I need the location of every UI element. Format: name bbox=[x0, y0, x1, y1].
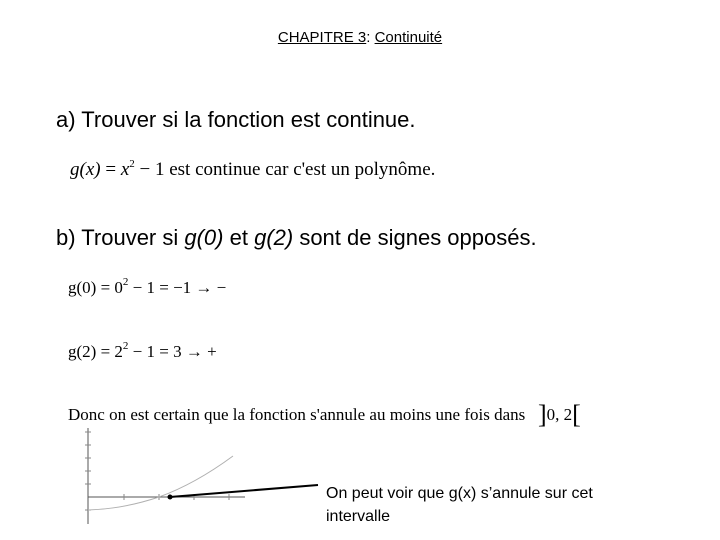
chapter-label: CHAPITRE 3 bbox=[277, 29, 367, 46]
equation-g0-lhs: g(0) = 0 bbox=[68, 278, 123, 297]
interval-values: 0, 2 bbox=[546, 405, 573, 424]
equation-a-lhs: g(x) bbox=[70, 159, 101, 180]
question-a: a) Trouver si la fonction est continue. bbox=[56, 107, 416, 132]
equation-g2-rhs: − 1 = 3 → + bbox=[128, 342, 217, 361]
equation-a-x: x bbox=[120, 159, 130, 180]
graph-annotation: On peut voir que g(x) s’annule sur cet intervalle bbox=[326, 485, 593, 525]
equation-g2-exponent: 2 bbox=[122, 340, 129, 352]
question-b-g0: g(0) bbox=[184, 225, 224, 250]
question-b-suffix: sont de signes opposés. bbox=[293, 225, 537, 250]
question-b-g2: g(2) bbox=[254, 225, 294, 250]
annotation-pointer-line bbox=[170, 485, 318, 497]
chapter-name: Continuité bbox=[374, 29, 443, 46]
equation-g0-rhs: − 1 = −1 → − bbox=[128, 278, 227, 297]
title-separator: : bbox=[366, 29, 375, 46]
interval-open-bracket: ] bbox=[537, 400, 547, 429]
equation-g2-lhs: g(2) = 2 bbox=[68, 342, 123, 361]
equation-a-exponent: 2 bbox=[129, 158, 135, 170]
conclusion-text: Donc on est certain que la fonction s'annule au moins une fois dans bbox=[68, 405, 526, 424]
equation-a-eq: = bbox=[100, 159, 121, 180]
question-b-prefix: b) Trouver si bbox=[56, 225, 185, 250]
equation-g0-exponent: 2 bbox=[122, 276, 129, 288]
graph-curve bbox=[88, 456, 233, 510]
question-b-et: et bbox=[223, 225, 255, 250]
interval-close-bracket: [ bbox=[572, 400, 581, 429]
equation-a-rest: − 1 est continue car c'est un polynôme. bbox=[134, 159, 436, 180]
